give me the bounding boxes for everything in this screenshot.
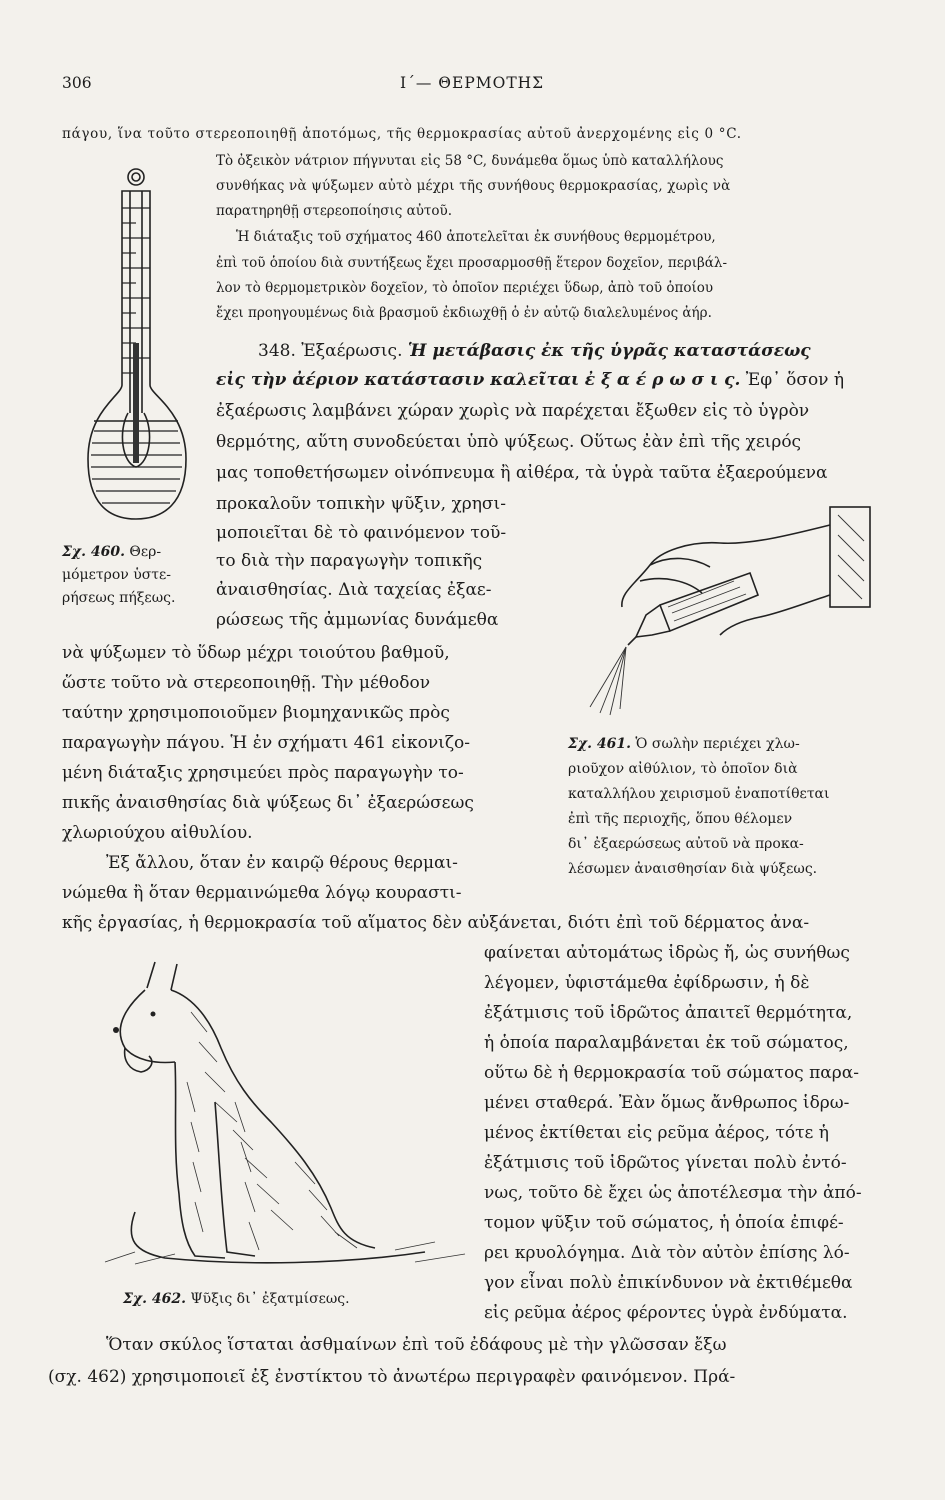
section-definition-cont: εἰς τὴν ἀέριον κατάστασιν καλεῖται — [216, 370, 580, 390]
body-line: μας τοποθετήσωμεν οἰνόπνευμα ἢ αἰθέρα, τὰ ὑγρὰ ταῦτα ἐξαερούμενα — [216, 463, 828, 483]
fig461-caption-line — [568, 737, 800, 751]
body-line: ἐξάτμισις τοῦ ἱδρῶτος ἀπαιτεῖ θερμότητα, — [484, 1003, 853, 1023]
fig462-number: Σχ. 462. — [123, 1291, 186, 1307]
body-line: παραγωγὴν πάγου. Ἡ ἐν σχήματι 461 εἰκονιζο- — [62, 733, 471, 753]
body-line: το διὰ τὴν παραγωγὴν τοπικῆς — [216, 551, 483, 571]
body-line: νὰ ψύξωμεν τὸ ὕδωρ μέχρι τοιούτου βαθμοῦ, — [62, 643, 450, 663]
fig461-caption-line: καταλλήλου χειρισμοῦ ἐναποτίθεται — [568, 786, 830, 802]
body-line: ρει κρυολόγημα. Διὰ τὸν αὐτὸν ἐπίσης λό- — [484, 1243, 850, 1263]
intro-line: Τὸ ὀξεικὸν νάτριον πήγνυται εἰς 58 °C, δυνάμεθα ὅμως ὑπὸ καταλλήλους — [216, 153, 724, 169]
fig461-caption-line: δι᾿ ἐξαερώσεως αὐτοῦ νὰ προκα- — [568, 836, 804, 852]
body-line: ἡ ὁποία παραλαμβάνεται ἐκ τοῦ σώματος, — [484, 1033, 849, 1053]
dog-figure — [95, 952, 475, 1277]
section-definition: Ἡ μετάβασις ἐκ τῆς ὑγρᾶς καταστάσεως — [407, 341, 811, 361]
intro-line: Ἡ διάταξις τοῦ σχήματος 460 ἀποτελεῖται ἐκ συνήθους θερμομέτρου, — [236, 229, 716, 245]
intro-line: παρατηρηθῇ στερεοποίησις αὐτοῦ. — [216, 203, 453, 219]
body-line: Ἐξ ἄλλου, ὅταν ἐν καιρῷ θέρους θερμαι- — [106, 853, 458, 873]
section-line — [216, 372, 844, 389]
body-line: προκαλοῦν τοπικὴν ψῦξιν, χρησι- — [216, 494, 506, 514]
fig461-caption-text: Ὁ σωλὴν περιέχει χλω- — [635, 736, 800, 752]
fig461-caption-line: ριοῦχον αἰθύλιον, τὸ ὁποῖον διὰ — [568, 761, 798, 777]
body-line: μένη διάταξις χρησιμεύει πρὸς παραγωγὴν το- — [62, 763, 464, 783]
section-term: ἐ ξ α έ ρ ω σ ι ς. — [584, 370, 741, 390]
body-line: ταύτην χρησιμοποιοῦμεν βιομηχανικῶς πρὸς — [62, 703, 450, 723]
section-title: Ἐξαέρωσις. — [301, 341, 403, 361]
fig461-number: Σχ. 461. — [568, 736, 631, 752]
section-line-rest: Ἐφ᾿ ὅσον ἡ — [745, 370, 845, 390]
body-line: μένος ἐκτίθεται εἰς ρεῦμα ἀέρος, τότε ἡ — [484, 1123, 829, 1143]
intro-line: λον τὸ θερμομετρικὸν δοχεῖον, τὸ ὁποῖον περιέχει ὕδωρ, ἀπὸ τοῦ ὁποίου — [216, 280, 714, 296]
thermometer-figure — [88, 163, 188, 533]
body-line: ὥστε τοῦτο νὰ στερεοποιηθῇ. Τὴν μέθοδον — [62, 673, 431, 693]
body-line: λέγομεν, ὑφιστάμεθα ἐφίδρωσιν, ἡ δὲ — [484, 973, 810, 993]
body-line: γον εἶναι πολὺ ἐπικίνδυνον νὰ ἐκτιθέμεθα — [484, 1273, 853, 1293]
section-heading — [258, 343, 811, 360]
fig460-caption-line: ρήσεως πήξεως. — [62, 590, 176, 606]
body-line: χλωριούχου αἰθυλίου. — [62, 823, 253, 843]
intro-line: συνθήκας νὰ ψύξωμεν αὐτὸ μέχρι τῆς συνήθους θερμοκρασίας, χωρὶς νὰ — [216, 178, 731, 194]
fig460-number: Σχ. 460. — [62, 544, 125, 560]
body-line: φαίνεται αὐτομάτως ἱδρὼς ἤ, ὡς συνήθως — [484, 943, 850, 963]
body-line: νώμεθα ἢ ὅταν θερμαινώμεθα λόγῳ κουραστι- — [62, 883, 462, 903]
fig461-caption-line: λέσωμεν ἀναισθησίαν διὰ ψύξεως. — [568, 861, 818, 877]
body-line: μένει σταθερά. Ἐὰν ὅμως ἄνθρωπος ἱδρω- — [484, 1093, 850, 1113]
body-line: μοποιεῖται δὲ τὸ φαινόμενον τοῦ- — [216, 523, 507, 543]
intro-line: ἐπὶ τοῦ ὁποίου διὰ συντήξεως ἔχει προσαρμοσθῇ ἕτερον δοχεῖον, περιβάλ- — [216, 255, 728, 271]
body-line: τομον ψῦξιν τοῦ σώματος, ἡ ὁποία ἐπιφέ- — [484, 1213, 844, 1233]
page-number: 306 — [62, 74, 92, 92]
intro-line: ἔχει προηγουμένως διὰ βρασμοῦ ἐκδιωχθῇ ὁ ἐν αὐτῷ διαλελυμένος ἀήρ. — [216, 305, 712, 321]
fig461-caption-line: ἐπὶ τῆς περιοχῆς, ὅπου θέλομεν — [568, 811, 793, 827]
fig460-caption-line — [62, 545, 161, 559]
body-line: ἐξάτμισις τοῦ ἱδρῶτος γίνεται πολὺ ἐντό- — [484, 1153, 847, 1173]
running-title: Ι΄— ΘΕΡΜΟΤΗΣ — [400, 74, 545, 92]
body-line: θερμότης, αὕτη συνοδεύεται ὑπὸ ψύξεως. Οὕτως ἐὰν ἐπὶ τῆς χειρός — [216, 432, 802, 452]
body-line: κῆς ἐργασίας, ἡ θερμοκρασία τοῦ αἵματος δὲν αὐξάνεται, διότι ἐπὶ τοῦ δέρματος ἀνα- — [62, 913, 810, 933]
fig462-caption-text: Ψῦξις δι᾿ ἐξατμίσεως. — [190, 1291, 350, 1307]
body-line: οὕτω δὲ ἡ θερμοκρασία τοῦ σώματος παρα- — [484, 1063, 859, 1083]
section-number: 348. — [258, 341, 296, 361]
fig460-caption-text: Θερ- — [129, 544, 162, 560]
body-line: νως, τοῦτο δὲ ἔχει ὡς ἀποτέλεσμα τὴν ἀπό- — [484, 1183, 862, 1203]
fig460-caption-line: μόμετρον ὑστε- — [62, 567, 172, 583]
body-line: εἰς ρεῦμα ἀέρος φέροντες ὑγρὰ ἐνδύματα. — [484, 1303, 848, 1323]
body-line: πικῆς ἀναισθησίας διὰ ψύξεως δι᾿ ἐξαερώσεως — [62, 793, 474, 813]
body-line: Ὅταν σκύλος ἵσταται ἀσθμαίνων ἐπὶ τοῦ ἐδάφους μὲ τὴν γλῶσσαν ἔξω — [106, 1335, 727, 1355]
fig462-caption — [123, 1292, 350, 1306]
intro-line: πάγου, ἵνα τοῦτο στερεοποιηθῇ ἀποτόμως, τῆς θερμοκρασίας αὐτοῦ ἀνερχομένης εἰς 0 °C. — [62, 126, 742, 142]
hand-spray-figure — [580, 495, 880, 720]
body-line: ἐξαέρωσις λαμβάνει χώραν χωρὶς νὰ παρέχεται ἔξωθεν εἰς τὸ ὑγρὸν — [216, 401, 810, 421]
body-line: (σχ. 462) χρησιμοποιεῖ ἐξ ἐνστίκτου τὸ ἀνωτέρω περιγραφὲν φαινόμενον. Πρά- — [48, 1367, 736, 1387]
body-line: ἀναισθησίας. Διὰ ταχείας ἐξαε- — [216, 580, 492, 600]
body-line: ρώσεως τῆς ἀμμωνίας δυνάμεθα — [216, 610, 499, 630]
